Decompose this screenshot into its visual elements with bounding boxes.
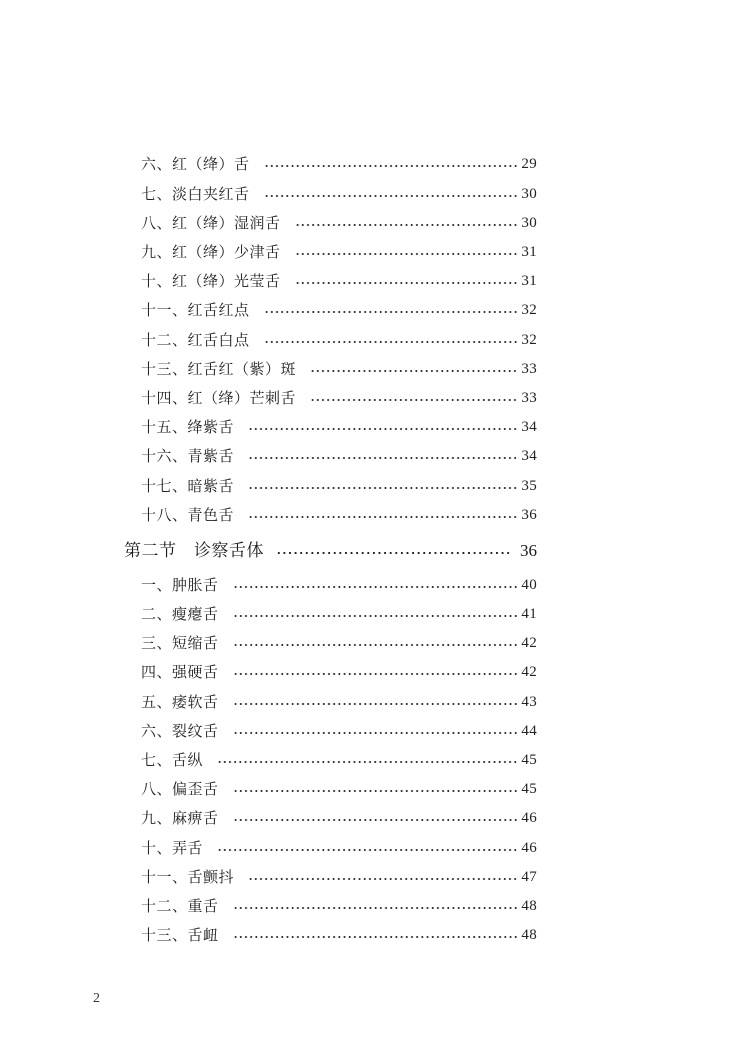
toc-entry-page: 34 [521,419,537,435]
toc-entry-page: 42 [521,635,537,651]
dot-leader [264,165,518,167]
dot-leader [248,878,517,880]
dot-leader [276,552,512,554]
toc-entry-page: 31 [521,273,537,289]
toc-entry-title: 六、红（绛）舌 [141,155,250,173]
toc-entry[interactable] [141,503,537,527]
dot-leader [233,586,518,588]
toc-entry-title: 十五、绛紫舌 [141,418,235,436]
dot-leader [233,703,518,705]
toc-entry[interactable] [141,444,537,468]
toc-entry-page: 46 [521,840,537,856]
toc-entry-page: 45 [521,781,537,797]
toc-entry-title: 十一、红舌红点 [141,301,250,319]
dot-leader [233,644,518,646]
toc-entry[interactable] [141,719,537,743]
toc-entry[interactable] [141,386,537,410]
toc-entry[interactable] [141,415,537,439]
dot-leader [217,761,517,763]
dot-leader [310,370,517,372]
toc-entry-title: 七、淡白夹红舌 [141,185,250,203]
toc-entry-page: 46 [521,810,537,826]
toc-entry[interactable] [141,573,537,597]
toc-entry[interactable] [141,865,537,889]
toc-entry-page: 32 [521,302,537,318]
toc-entry-page: 30 [521,186,537,202]
toc-entry-page: 47 [521,869,537,885]
toc-entry-page: 45 [521,752,537,768]
toc-entry-title: 九、红（绛）少津舌 [141,243,281,261]
toc-entry[interactable] [141,474,537,498]
toc-entry[interactable] [141,836,537,860]
toc-entry-title: 二、瘦瘪舌 [141,605,219,623]
toc-entry-title: 十、红（绛）光莹舌 [141,272,281,290]
toc-entry[interactable] [141,894,537,918]
toc-entry-title: 六、裂纹舌 [141,722,219,740]
toc-entry-title: 四、强硬舌 [141,663,219,681]
dot-leader [233,819,518,821]
toc-entry-title: 十六、青紫舌 [141,447,235,465]
toc-entry-page: 41 [521,606,537,622]
toc-entry-page: 35 [521,478,537,494]
toc-entry-title: 十三、红舌红（紫）斑 [141,360,297,378]
dot-leader [248,457,517,459]
toc-entry-page: 33 [521,361,537,377]
toc-entry[interactable] [141,923,537,947]
toc-entry[interactable] [141,298,537,322]
dot-leader [217,849,517,851]
toc-entry-title: 十二、重舌 [141,897,219,915]
toc-entry-page: 33 [521,390,537,406]
dot-leader [264,195,518,197]
toc-entry[interactable] [141,602,537,626]
toc-entry[interactable] [141,357,537,381]
toc-entry-page: 44 [521,723,537,739]
toc-entry-title: 十四、红（绛）芒刺舌 [141,389,297,407]
toc-entry-title: 八、偏歪舌 [141,780,219,798]
toc-entry-title: 十三、舌衄 [141,926,219,944]
toc-entry[interactable] [141,690,537,714]
dot-leader [295,253,518,255]
dot-leader [248,487,517,489]
dot-leader [248,428,517,430]
toc-entry-title: 五、痿软舌 [141,693,219,711]
toc-entry-title: 七、舌纵 [141,751,204,769]
toc-entry[interactable] [141,748,537,772]
toc-entry-title: 十、弄舌 [141,839,204,857]
toc-entry-title: 十二、红舌白点 [141,331,250,349]
toc-entry-title: 十一、舌颤抖 [141,868,235,886]
toc-entry[interactable] [141,211,537,235]
toc-entry[interactable] [141,777,537,801]
toc-entry-page: 40 [521,577,537,593]
toc-entry-title: 三、短缩舌 [141,634,219,652]
toc-entry-page: 36 [521,507,537,523]
dot-leader [233,936,518,938]
dot-leader [264,311,518,313]
toc-entry[interactable] [141,660,537,684]
toc-entry-title: 十八、青色舌 [141,506,235,524]
dot-leader [233,732,518,734]
toc-entry[interactable] [141,328,537,352]
toc-entry-page: 34 [521,448,537,464]
toc-entry-page: 43 [521,694,537,710]
dot-leader [233,907,518,909]
dot-leader [295,282,518,284]
toc-entry[interactable] [141,182,537,206]
dot-leader [264,341,518,343]
toc-entry-page: 48 [521,898,537,914]
toc-entry-page: 29 [521,156,537,172]
toc-entry-page: 48 [521,927,537,943]
toc-entry-page: 32 [521,332,537,348]
toc-entry-title: 九、麻痹舌 [141,809,219,827]
toc-section-title: 第二节 诊察舌体 [124,541,264,561]
dot-leader [248,516,517,518]
toc-entry[interactable] [141,806,537,830]
toc-entry-page: 31 [521,244,537,260]
dot-leader [233,673,518,675]
toc-entry[interactable] [141,240,537,264]
toc-entry[interactable] [141,152,537,176]
toc-section-page: 36 [520,541,537,560]
toc-section-heading[interactable] [124,537,537,565]
dot-leader [310,399,517,401]
toc-entry[interactable] [141,631,537,655]
page-number: 2 [93,991,100,1006]
toc-entry-title: 一、肿胀舌 [141,576,219,594]
dot-leader [295,224,518,226]
toc-entry-page: 30 [521,215,537,231]
toc-entry-title: 八、红（绛）湿润舌 [141,214,281,232]
dot-leader [233,790,518,792]
dot-leader [233,615,518,617]
toc-entry[interactable] [141,269,537,293]
toc-entry-page: 42 [521,664,537,680]
toc-entry-title: 十七、暗紫舌 [141,477,235,495]
